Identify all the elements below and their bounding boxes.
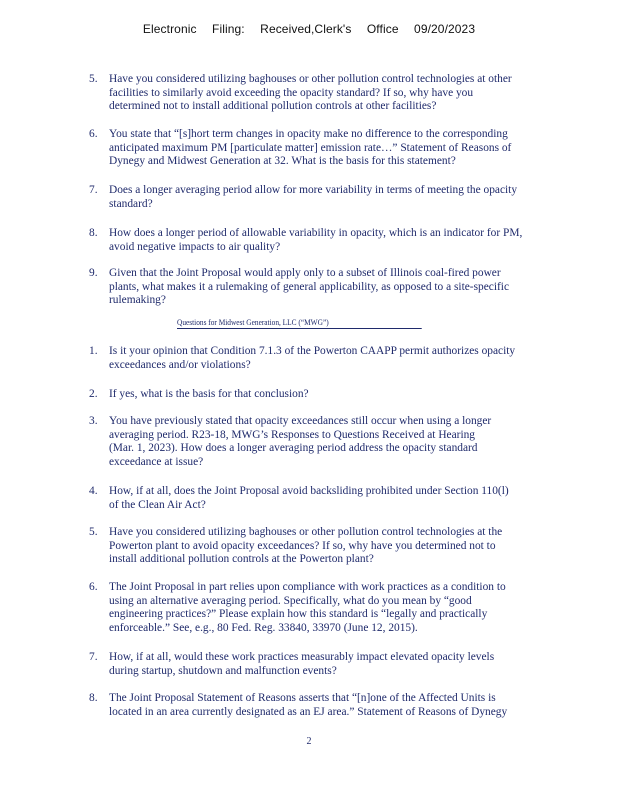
question-text <box>109 526 599 567</box>
question-text-line: The Joint Proposal Statement of Reasons asserts that “[n]one of the Affected Units is <box>109 692 496 704</box>
question-text-line: anticipated maximum PM [particulate matter] emission rate…” Statement of Reasons of <box>109 141 512 154</box>
question-text-line: of the Clean Air Act? <box>109 498 206 511</box>
question-number: 4. <box>89 485 98 497</box>
section-heading: Questions for Midwest Generation, LLC (“MWG”) <box>177 318 422 329</box>
question-text-line: If yes, what is the basis for that conclusion? <box>109 388 309 400</box>
question-text <box>109 651 599 678</box>
question-number: 5. <box>89 526 98 538</box>
question-text <box>109 388 599 402</box>
question-text <box>109 128 599 169</box>
question-number: 8. <box>89 692 98 704</box>
question-text-line: located in an area currently designated as an EJ area.” Statement of Reasons of Dynegy <box>109 705 508 718</box>
question-text-line: Is it your opinion that Condition 7.1.3 of the Powerton CAAPP permit authorizes opacity <box>109 345 516 357</box>
question-text-line: facilities to similarly avoid exceeding the opacity standard? If so, why have you <box>109 86 474 99</box>
question-text <box>109 227 599 254</box>
question-text <box>109 73 599 114</box>
question-text-line: Have you considered utilizing baghouses or other pollution control technologies at the <box>109 526 503 538</box>
question-text-line: You have previously stated that opacity exceedances still occur when using a longer <box>109 415 492 427</box>
question-text-line: averaging period. R23-18, MWG’s Responses to Questions Received at Hearing <box>109 428 476 441</box>
question-text-line: How, if at all, would these work practices measurably impact elevated opacity levels <box>109 651 495 663</box>
question-text-line: The Joint Proposal in part relies upon compliance with work practices as a condition to <box>109 581 506 593</box>
question-text-line: How does a longer period of allowable variability in opacity, which is an indicator for PM, <box>109 227 523 239</box>
question-text <box>109 267 599 308</box>
question-number: 1. <box>89 345 98 357</box>
question-text-line: using an alternative averaging period. Specifically, what do you mean by “good <box>109 594 472 607</box>
question-number: 7. <box>89 184 98 196</box>
question-text-line: engineering practices?” Please explain how this standard is “legally and practically <box>109 608 488 621</box>
question-text-line: during startup, shutdown and malfunction events? <box>109 664 337 677</box>
question-text-line: rulemaking? <box>109 294 166 307</box>
question-text-line: How, if at all, does the Joint Proposal avoid backsliding prohibited under Section 110(l) <box>109 485 509 497</box>
page-number: 2 <box>306 736 312 747</box>
question-number: 9. <box>89 267 98 279</box>
header-part: 09/20/2023 <box>414 22 476 36</box>
question-text <box>109 345 599 372</box>
question-number: 3. <box>89 415 98 427</box>
question-text-line: Powerton plant to avoid opacity exceedances? If so, why have you determined not to <box>109 539 496 552</box>
question-text <box>109 485 599 512</box>
question-text-line: determined not to install additional pollution controls at other facilities? <box>109 100 437 113</box>
question-text-line: standard? <box>109 197 153 210</box>
question-text-line: enforceable.” See, e.g., 80 Fed. Reg. 33840, 33970 (June 12, 2015). <box>109 621 418 634</box>
question-text <box>109 692 599 719</box>
question-text-line: install additional pollution controls at the Powerton plant? <box>109 553 374 566</box>
question-text-line: plants, what makes it a rulemaking of general applicability, as opposed to a site-specific <box>109 280 510 293</box>
header-part: Filing: <box>212 22 245 36</box>
question-number: 8. <box>89 227 98 239</box>
question-number: 6. <box>89 128 98 140</box>
question-number: 7. <box>89 651 98 663</box>
question-text-line: Does a longer averaging period allow for more variability in terms of meeting the opacity <box>109 184 518 196</box>
question-text-line: Have you considered utilizing baghouses or other pollution control technologies at other <box>109 73 512 85</box>
question-text <box>109 415 599 469</box>
question-number: 2. <box>89 388 98 400</box>
question-text-line: Given that the Joint Proposal would apply only to a subset of Illinois coal-fired power <box>109 267 501 279</box>
question-text <box>109 581 599 635</box>
question-text-line: exceedance at issue? <box>109 455 204 468</box>
question-text <box>109 184 599 211</box>
filing-stamp-header <box>0 22 618 36</box>
question-number: 5. <box>89 73 98 85</box>
question-text-line: You state that “[s]hort term changes in opacity make no difference to the corresponding <box>109 128 508 140</box>
header-part: Received,Clerk's <box>260 22 352 36</box>
question-text-line: exceedances and/or violations? <box>109 358 251 371</box>
question-text-line: (Mar. 1, 2023). How does a longer averaging period address the opacity standard <box>109 442 478 455</box>
question-number: 6. <box>89 581 98 593</box>
header-part: Office <box>366 22 399 36</box>
header-part: Electronic <box>142 22 197 36</box>
question-text-line: avoid negative impacts to air quality? <box>109 240 281 253</box>
question-text-line: Dynegy and Midwest Generation at 32. What is the basis for this statement? <box>109 155 456 168</box>
